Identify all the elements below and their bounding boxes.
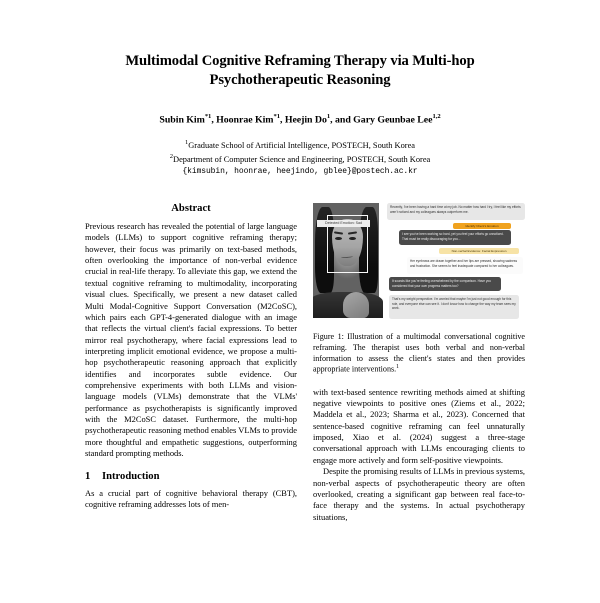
author-4: and Gary Geunbae Lee bbox=[334, 113, 433, 125]
affiliation-1-sup: 1 bbox=[184, 138, 189, 146]
author-list: Subin Kim$^{*1}$, Hoonrae Kim$^{*1}$, Heejin Do$^1$, and Gary Geunbae Lee$^{1,2}$ bbox=[159, 112, 441, 125]
chat-bubble-therapist-1[interactable]: I see you've been working so hard, yet you feel your efforts go unnoticed. That must be really discouraging for you... bbox=[399, 230, 511, 245]
author-1-marks: *1 bbox=[204, 112, 212, 120]
right-column-paragraph-1: with text-based sentence rewriting methods aimed at shifting negative viewpoints to positive ones (Ziems et al., 2022; Maddela et al., 2023; Sharma et al., 2023). Concerned that sentence-based cognitive reframing can feel unnaturally imposed, Xiao et al. (2024) suggest a three-stage conversational approach with LLMs encouraging clients to engage more actively and form self-positive viewpoints. bbox=[313, 386, 525, 465]
figure-1 bbox=[313, 203, 525, 323]
author-2: Hoonrae Kim bbox=[216, 113, 274, 125]
affiliation-2-text: Department of Computer Science and Engineering, POSTECH, South Korea bbox=[173, 154, 431, 164]
author-3-marks: 1 bbox=[326, 112, 331, 120]
author-3: Heejin Do bbox=[284, 113, 327, 125]
right-column-paragraph-2: Despite the promising results of LLMs in previous systems, non-verbal aspects of psychotherapeutic theory are often overlooked, creating a significant gap between real face-to-face therapy and the systems. In actual psychotherapy situations, bbox=[313, 466, 525, 522]
hand bbox=[343, 292, 369, 318]
body-columns bbox=[85, 203, 525, 603]
introduction-title: Introduction bbox=[102, 470, 160, 482]
left-column bbox=[85, 203, 297, 510]
introduction-paragraph-1: As a crucial part of cognitive behavioral therapy (CBT), cognitive reframing addresses lots of men- bbox=[85, 487, 297, 509]
emotion-detection-label: Detected Emotion: Sad bbox=[317, 220, 370, 227]
author-2-marks: *1 bbox=[273, 112, 280, 120]
tag-nonverbal-evidence: Non-verbal Evidence: Facial Expression bbox=[439, 248, 519, 254]
chat-bubble-therapist-2[interactable]: It sounds like you're feeling overwhelmed by the comparison. Have you considered that your own progress matters too? bbox=[389, 277, 501, 291]
chat-bubble-client-2[interactable]: That's my weight perspective. I'm worried that maybe I'm just not good enough for this role, and everyone else can see it. I don't know how to change the way my team sees my work. bbox=[389, 295, 519, 319]
figure-caption-text: Figure 1: Illustration of a multimodal conversational cognitive reframing. The therapist uses both verbal and non-verbal information to assess the client's states and then provides appropriate interventions. bbox=[313, 332, 525, 374]
tag-identify-emotion: Identify Client's Emotion bbox=[453, 223, 511, 229]
right-column bbox=[313, 203, 525, 523]
introduction-heading bbox=[85, 471, 297, 482]
title-block bbox=[80, 0, 520, 176]
affiliation-2-sup: 2 bbox=[169, 152, 174, 160]
dialogue-bubbles bbox=[381, 203, 525, 323]
figure-caption bbox=[313, 332, 525, 376]
chat-bubble-reasoning[interactable]: Her eyebrows are drawn together and her lips are pressed, showing sadness and frustration. She seems to feel inadequate compared to her colleagues. bbox=[407, 257, 523, 274]
introduction-number: 1 bbox=[85, 470, 91, 482]
affiliation-2 bbox=[80, 152, 520, 166]
page-title: Multimodal Cognitive Reframing Therapy via Multi-hop Psychotherapeutic Reasoning bbox=[125, 53, 475, 89]
figure-footnote-marker: 1 bbox=[396, 364, 400, 371]
affiliation-block bbox=[80, 138, 520, 165]
affiliation-1 bbox=[80, 138, 520, 152]
affiliation-1-text: Graduate School of Artificial Intelligence, POSTECH, South Korea bbox=[188, 140, 416, 150]
contact-email[interactable]: {kimsubin, hoonrae, heejindo, gblee}@postech.ac.kr bbox=[182, 167, 418, 177]
abstract-heading: Abstract bbox=[171, 203, 211, 214]
author-1: Subin Kim bbox=[159, 113, 205, 125]
chat-bubble-client-1[interactable]: Recently, I've been having a hard time at my job. No matter how hard I try, I feel like my efforts aren't noticed and my colleagues always outperform me. bbox=[387, 203, 525, 220]
author-4-marks: 1,2 bbox=[432, 112, 441, 120]
client-portrait-photo bbox=[313, 203, 379, 318]
abstract-text: Previous research has revealed the potential of large language models (LLMs) to support cognitive reframing therapy; however, their focus was primarily on text-based methods, often overlooking the importance of non-verbal evidence crucial in real-life therapy. To alleviate this gap, we extend the textual cognitive reframing to multimodality, incorporating visual clues. Specifically, we present a new dataset called Multi Modal-Cognitive Support Conversation (M2CoSC), which pairs each GPT-4-generated dialogue with an image that reflects the virtual client's facial expressions. To better mirror real psychotherapy, where facial expressions lead to interpreting implicit emotional evidence, we propose a multi-hop psychotherapeutic reasoning approach that explicitly identifies and incorporates subtle evidence. Our comprehensive experiments with both LLMs and vision-language models (VLMs) demonstrate that the VLMs' performance as psychotherapists is significantly improved with the M2CoSC dataset. Furthermore, the multi-hop psychotherapeutic reasoning method enables VLMs to provide more thoughtful and empathetic suggestions, outperforming standard prompting methods. bbox=[85, 221, 297, 459]
